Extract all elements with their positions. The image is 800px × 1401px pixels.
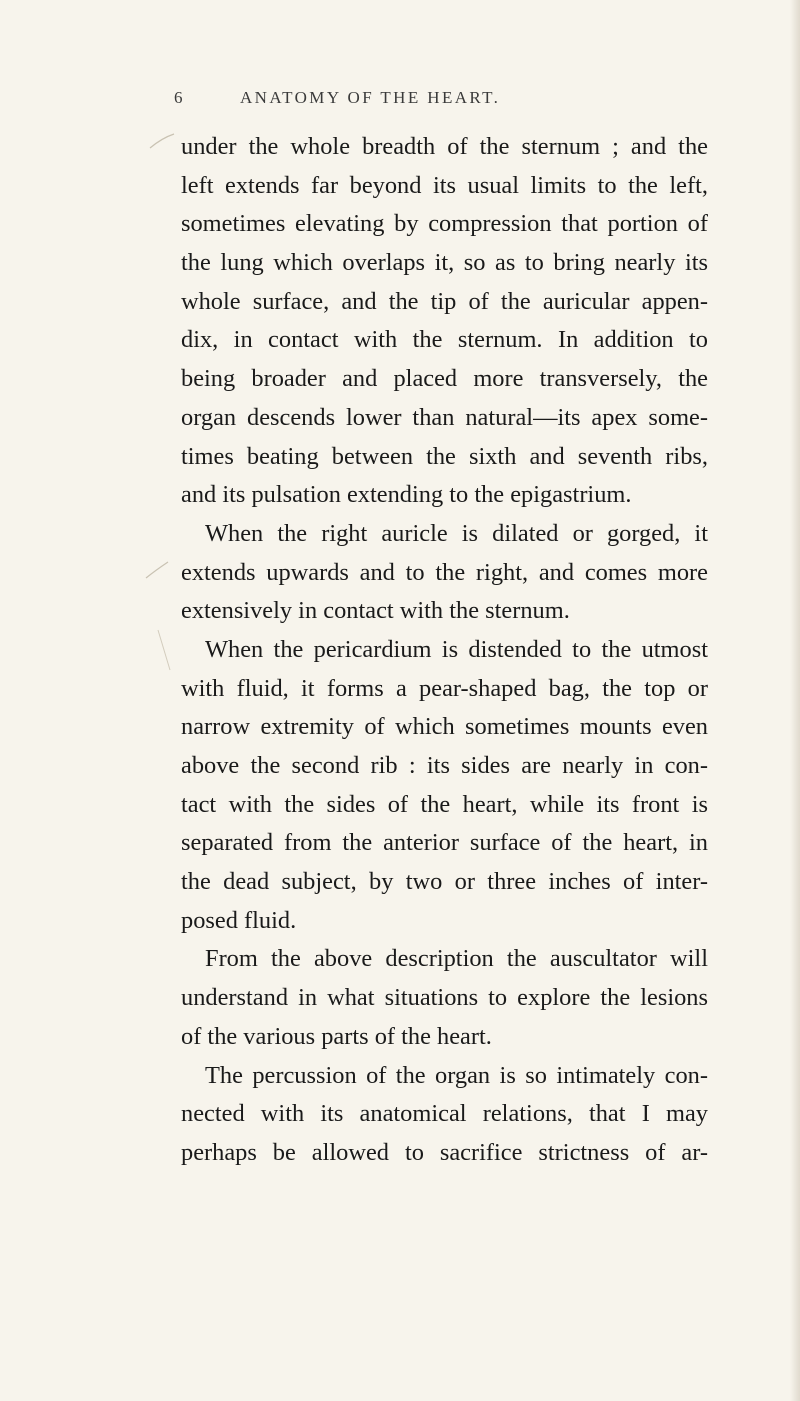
text-line: extensively in contact with the sternum. bbox=[181, 597, 570, 625]
text-line: the dead subject, by two or three inches of inter- bbox=[181, 868, 708, 896]
text-line: times beating between the sixth and seventh ribs, bbox=[181, 442, 708, 470]
text-line: The percussion of the organ is so intimately con- bbox=[205, 1061, 708, 1089]
text-line: When the right auricle is dilated or gorged, it bbox=[205, 519, 708, 547]
text-line: being broader and placed more transversely, the bbox=[181, 365, 708, 393]
running-title: ANATOMY OF THE HEART. bbox=[240, 88, 501, 107]
text-line: under the whole breadth of the sternum ; and the bbox=[181, 133, 708, 160]
text-line: When the pericardium is distended to the utmost bbox=[205, 635, 708, 663]
running-head bbox=[174, 88, 734, 118]
page-number: 6 bbox=[174, 88, 185, 107]
page-edge-shadow bbox=[790, 0, 800, 1401]
text-line: posed fluid. bbox=[181, 906, 297, 934]
text-line: the lung which overlaps it, so as to bring nearly its bbox=[181, 249, 708, 277]
text-line: extends upwards and to the right, and comes more bbox=[181, 558, 708, 586]
text-line: of the various parts of the heart. bbox=[181, 1022, 492, 1050]
text-line: nected with its anatomical relations, that I may bbox=[181, 1100, 708, 1128]
text-line: tact with the sides of the heart, while its front is bbox=[181, 790, 708, 818]
text-line: above the second rib : its sides are nearly in con- bbox=[181, 752, 708, 779]
text-line: and its pulsation extending to the epigastrium. bbox=[181, 481, 632, 509]
body-text bbox=[181, 128, 708, 1173]
text-line: narrow extremity of which sometimes mounts even bbox=[181, 713, 708, 741]
text-line: understand in what situations to explore the lesions bbox=[181, 984, 708, 1012]
margin-pencil-marks bbox=[110, 130, 180, 690]
text-line: perhaps be allowed to sacrifice strictness of ar- bbox=[181, 1138, 708, 1166]
text-line: separated from the anterior surface of the heart, in bbox=[181, 829, 708, 857]
text-line: sometimes elevating by compression that portion of bbox=[181, 210, 708, 238]
text-line: From the above description the auscultator will bbox=[205, 945, 708, 973]
text-line: whole surface, and the tip of the auricular appen- bbox=[181, 287, 708, 315]
text-line: dix, in contact with the sternum. In addition to bbox=[181, 326, 708, 354]
text-line: with fluid, it forms a pear-shaped bag, the top or bbox=[181, 674, 708, 702]
text-line: left extends far beyond its usual limits to the left, bbox=[181, 171, 708, 199]
text-line: organ descends lower than natural—its apex some- bbox=[181, 403, 708, 431]
